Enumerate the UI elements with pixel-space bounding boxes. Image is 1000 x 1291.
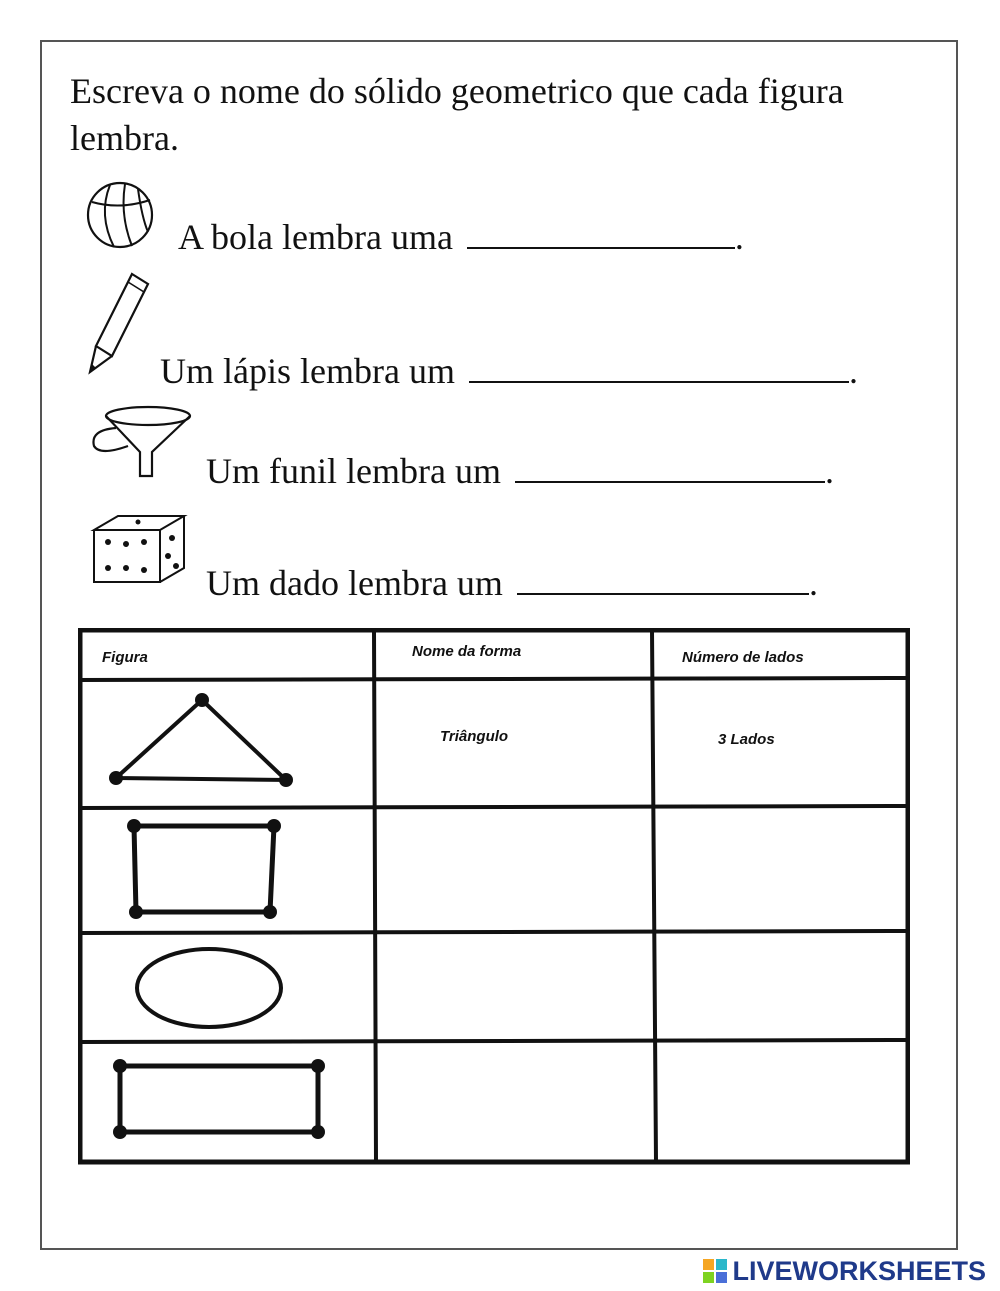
shapes-table <box>78 628 910 1166</box>
circle-icon <box>134 946 284 1030</box>
item-pencil: Um lápis lembra um . <box>160 351 858 391</box>
item-pencil-text: Um lápis lembra um <box>160 351 455 391</box>
answer-blank-dice[interactable] <box>517 592 809 595</box>
liveworksheets-logo <box>702 1256 986 1286</box>
liveworksheets-logo-icon <box>702 1258 728 1284</box>
item-funnel-text: Um funil lembra um <box>206 451 501 491</box>
row-1-nome[interactable]: Triângulo <box>440 728 509 745</box>
ball-icon <box>80 180 160 250</box>
rectangle-icon <box>124 816 288 920</box>
item-ball: A bola lembra uma . <box>178 217 744 257</box>
answer-blank-pencil[interactable] <box>469 380 849 383</box>
dice-icon <box>88 508 194 588</box>
instruction-text: Escreva o nome do sólido geometrico que cada figura lembra. <box>70 71 844 158</box>
row-1-lados[interactable]: 3 Lados <box>718 731 775 748</box>
header-numero-de-lados: Número de lados <box>682 649 804 666</box>
item-ball-text: A bola lembra uma <box>178 217 453 257</box>
header-nome-da-forma: Nome da forma <box>412 643 522 660</box>
header-figura: Figura <box>102 649 148 666</box>
rectangle-wide-icon <box>110 1056 330 1140</box>
pencil-icon <box>82 268 162 380</box>
item-funnel: Um funil lembra um . <box>206 451 834 491</box>
brand-name: LIVEWORKSHEETS <box>732 1255 986 1286</box>
answer-blank-ball[interactable] <box>467 246 735 249</box>
funnel-icon <box>88 402 198 482</box>
item-dice: Um dado lembra um . <box>206 563 818 603</box>
triangle-icon <box>104 692 300 788</box>
item-dice-text: Um dado lembra um <box>206 563 503 603</box>
answer-blank-funnel[interactable] <box>515 480 825 483</box>
